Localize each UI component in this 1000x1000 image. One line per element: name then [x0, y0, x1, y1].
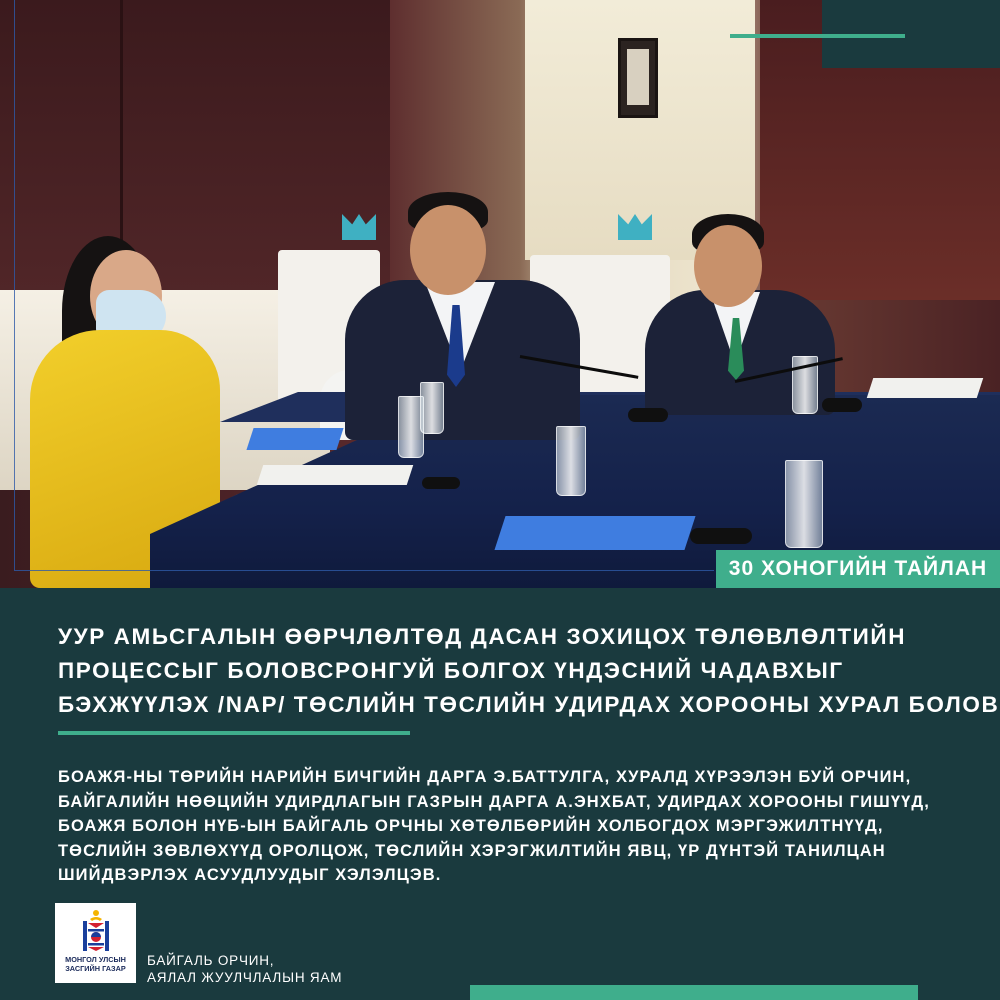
folder — [494, 516, 695, 550]
frame-line — [14, 0, 15, 570]
water-glass — [785, 460, 823, 548]
water-glass — [420, 382, 444, 434]
headline-line: БЭХЖҮҮЛЭХ /NAP/ ТӨСЛИЙН ТӨСЛИЙН УДИРДАХ ХОРООНЫ ХУРАЛ БОЛОВ — [58, 692, 1000, 717]
body-line: ШИЙДВЭРЛЭХ АСУУДЛУУДЫГ ХЭЛЭЛЦЭВ. — [58, 866, 442, 885]
body-line: БОАЖЯ-НЫ ТӨРИЙН НАРИЙН БИЧГИЙН ДАРГА Э.БАТТУЛГА, ХУРАЛД ХҮРЭЭЛЭН БУЙ ОРЧИН, — [58, 768, 912, 786]
logo-text-line: МОНГОЛ УЛСЫН — [65, 955, 126, 964]
body-line: БОАЖЯ БОЛОН НҮБ-ЫН БАЙГАЛЬ ОРЧНЫ ХӨТӨЛБӨРИЙН ХОЛБОГДОХ МЭРГЭЖИЛТНҮҮД, — [58, 817, 884, 836]
government-logo — [55, 903, 136, 983]
folder — [246, 428, 343, 450]
headline-line: УУР АМЬСГАЛЫН ӨӨРЧЛӨЛТӨД ДАСАН ЗОХИЦОХ ТӨЛӨВЛӨЛТИЙН — [58, 624, 907, 649]
logo-text-line: ЗАСГИЙН ГАЗАР — [65, 964, 126, 973]
frame-line — [14, 570, 714, 571]
report-tag: 30 ХОНОГИЙН ТАЙЛАН — [716, 550, 1000, 588]
divider — [58, 731, 410, 735]
headline — [58, 620, 1000, 722]
soyombo-icon — [78, 909, 114, 953]
paper — [257, 465, 413, 485]
body-line: БАЙГАЛИЙН НӨӨЦИЙН УДИРДЛАГЫН ГАЗРЫН ДАРГА А.ЭНХБАТ, УДИРДАХ ХОРООНЫ ГИШҮҮД, — [58, 792, 930, 811]
device — [422, 477, 460, 489]
ministry-name — [147, 952, 342, 986]
headline-line: ПРОЦЕССЫГ БОЛОВСРОНГУЙ БОЛГОХ ҮНДЭСНИЙ ЧАДАВХЫГ — [58, 658, 844, 683]
accent-line — [730, 34, 905, 38]
water-glass — [556, 426, 586, 496]
paper — [867, 378, 983, 398]
device — [690, 528, 752, 544]
microphone-base — [822, 398, 862, 412]
ministry-line: БАЙГАЛЬ ОРЧИН, — [147, 953, 275, 968]
ministry-line: АЯЛАЛ ЖУУЛЧЛАЛЫН ЯАМ — [147, 970, 343, 985]
wall-picture — [618, 38, 658, 118]
bottom-accent-bar — [470, 985, 918, 1000]
microphone-base — [628, 408, 668, 422]
body-line: ТӨСЛИЙН ЗӨВЛӨХҮҮД ОРОЛЦОЖ, ТӨСЛИЙН ХЭРЭГЖИЛТИЙН ЯВЦ, ҮР ДҮНТЭЙ ТАНИЛЦАН — [58, 841, 886, 860]
body-text — [58, 765, 978, 888]
